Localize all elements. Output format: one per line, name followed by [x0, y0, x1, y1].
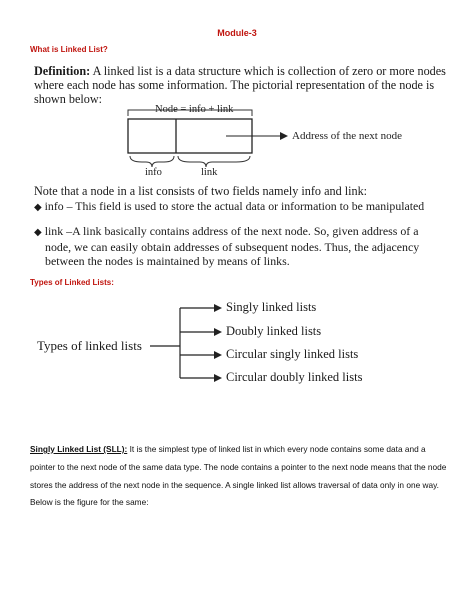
node-diagram [30, 104, 450, 182]
section-heading-what-is-linked-list: What is Linked List? [30, 45, 108, 54]
address-label: Address of the next node [292, 130, 402, 142]
bullet-icon: ◆ [34, 227, 42, 238]
definition-line-3: shown below: [34, 92, 103, 106]
types-tree-diagram [150, 298, 230, 388]
definition-line-2: where each node has some information. The pictorial representation of the node is [34, 78, 435, 92]
bullet-icon: ◆ [34, 202, 42, 213]
sll-heading: Singly Linked List (SLL): [30, 444, 128, 454]
definition-line-1: A linked list is a data structure which is collection of zero or more nodes [92, 64, 446, 78]
type-item-doubly: Doubly linked lists [226, 324, 322, 338]
note-line: Note that a node in a list consists of two fields namely info and link: [34, 184, 368, 198]
address-arrowhead [280, 132, 288, 140]
sll-paragraph [30, 441, 448, 512]
definition-paragraph [34, 64, 454, 106]
definition-label: Definition: [34, 64, 91, 78]
info-bullet: ◆ info – This field is used to store the actual data or information to be manipulated [34, 199, 425, 213]
type-item-singly: Singly linked lists [226, 300, 317, 314]
type-item-circular-doubly: Circular doubly linked lists [226, 370, 363, 384]
link-field-label: link [201, 167, 218, 178]
sll-body: It is the simplest type of linked list in which every node contains some data and a pointer to the next node of the same data type. The node contains a pointer to the next node means that the node stores the address of the next node in the sequence. A single linked list allows traversal of data only in one way. Below is the figure for the same: [30, 444, 447, 508]
module-title: Module-3 [217, 28, 257, 38]
type-item-circular-singly: Circular singly linked lists [226, 347, 359, 361]
link-bullet: ◆ link –A link basically contains address of the next node. So, given address of a node, we can easily obtain addresses of subsequent nodes. Thus, the adjacency between the nodes is maintained by means of links. [34, 224, 420, 268]
node-equation: Node = info + link [155, 104, 234, 115]
info-field-label: info [145, 167, 162, 178]
section-heading-types: Types of Linked Lists: [30, 278, 114, 287]
types-root-label: Types of linked lists [37, 338, 142, 353]
